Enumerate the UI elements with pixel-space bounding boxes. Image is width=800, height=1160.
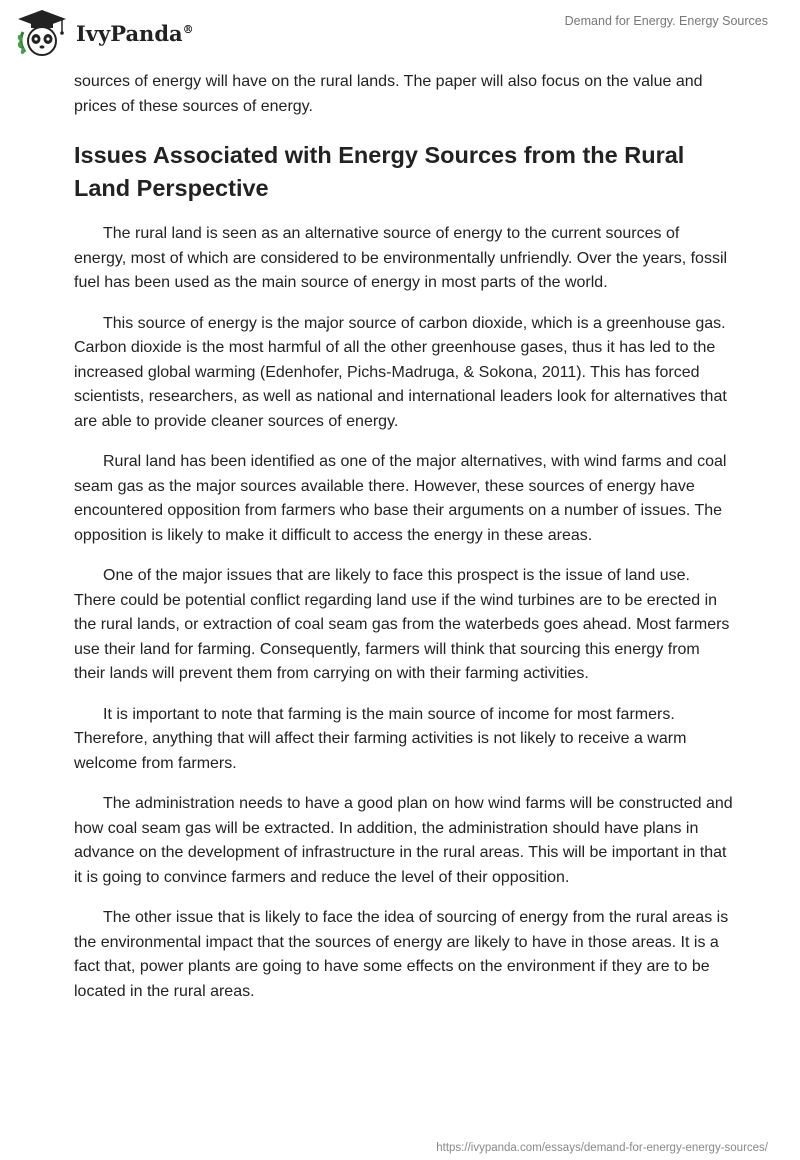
brand-name: IvyPanda® [76, 21, 194, 46]
lead-paragraph: sources of energy will have on the rural lands. The paper will also focus on the value and prices of these sources of energy. [74, 73, 703, 115]
document-title: Demand for Energy. Energy Sources [564, 14, 768, 28]
paragraph-1: The rural land is seen as an alternative source of energy to the current sources of energy, most of which are considered to be environmentally unfriendly. Over the years, fossil fuel has been used as the main source of energy in most parts of the world. [74, 225, 728, 291]
section-heading: Issues Associated with Energy Sources from the Rural Land Perspective [74, 142, 685, 201]
paragraph-5: It is important to note that farming is the main source of income for most farmers. Therefore, anything that will affect their farming activities is not likely to receive a warm welcome from farmers. [74, 705, 687, 772]
source-url[interactable]: https://ivypanda.com/essays/demand-for-energy-energy-sources/ [436, 1142, 768, 1154]
ivypanda-logo[interactable] [14, 8, 214, 60]
paragraph-4: One of the major issues that are likely to face this prospect is the issue of land use. There could be potential conflict regarding land use if the wind turbines are to be erected in the rural lands, or extraction of coal seam gas from the waterbeds goes ahead. Most farmers use their land for farming. Consequently, farmers will think that sourcing this energy from their lands will prevent them from carrying on with their farming activities. [74, 567, 730, 682]
essay-body [74, 70, 734, 1020]
page-header [0, 0, 800, 66]
paragraph-7: The other issue that is likely to face the idea of sourcing of energy from the rural areas is the environmental impact that the sources of energy are likely to have in those areas. It is a fact that, power plants are going to have some effects on the environment if they are to be located in the rural areas. [74, 909, 729, 1000]
paragraph-2: This source of energy is the major source of carbon dioxide, which is a greenhouse gas. Carbon dioxide is the most harmful of all the other greenhouse gases, thus it has led to the increased global warming (Edenhofer, Pichs-Madruga, & Sokona, 2011). This has forced scientists, researchers, as well as national and international leaders look for alternatives that are able to provide cleaner sources of energy. [74, 314, 727, 430]
panda-graduate-icon [14, 8, 70, 60]
paragraph-3: Rural land has been identified as one of the major alternatives, with wind farms and coal seam gas as the major sources available there. However, these sources of energy have encountered opposition from farmers who base their arguments on a number of issues. The opposition is likely to make it difficult to access the energy in these areas. [74, 453, 727, 544]
paragraph-6: The administration needs to have a good plan on how wind farms will be constructed and how coal seam gas will be extracted. In addition, the administration should have plans in advance on the development of infrastructure in the rural areas. This will be important in that it is going to convince farmers and reduce the level of their opposition. [74, 795, 733, 886]
